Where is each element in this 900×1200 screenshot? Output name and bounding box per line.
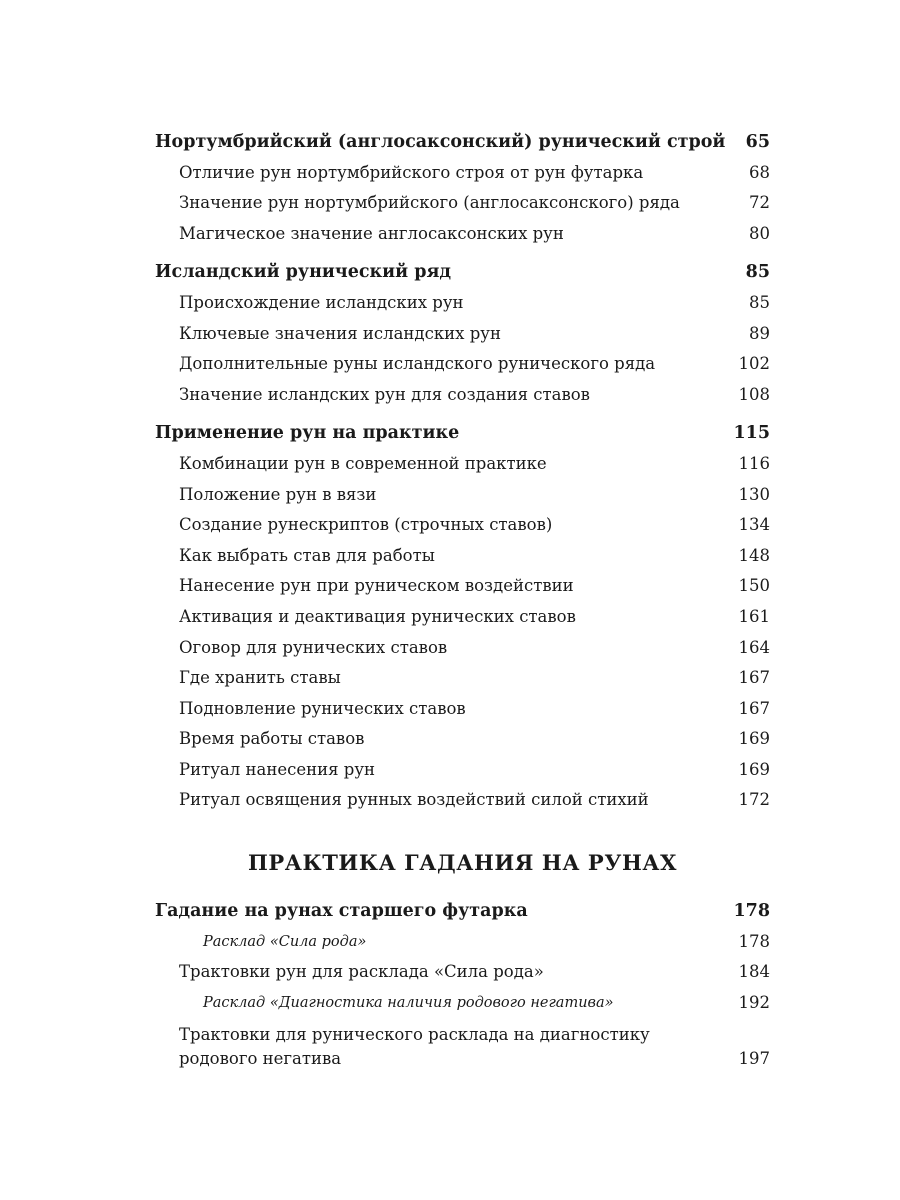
toc-entry-sub[interactable] xyxy=(155,449,770,480)
toc-entry-page-number: 161 xyxy=(738,606,770,626)
toc-entry-sub[interactable] xyxy=(155,602,770,633)
toc-entry-sub[interactable] xyxy=(155,480,770,511)
toc-entry-title: Расклад «Диагностика наличия родового негатива» xyxy=(203,994,614,1011)
toc-entry-title: Расклад «Сила рода» xyxy=(203,933,367,950)
toc-entry-sub[interactable] xyxy=(155,188,770,219)
toc-entry-page-number: 169 xyxy=(738,759,770,779)
toc-entry-page-number: 102 xyxy=(738,354,770,374)
toc-entry-page-number: 130 xyxy=(738,484,770,504)
toc-entry-page-number: 108 xyxy=(738,384,770,404)
toc-entry-title: Ключевые значения исландских рун xyxy=(179,323,501,343)
toc-entry-sub[interactable] xyxy=(155,158,770,189)
toc-entry-title: Время работы ставов xyxy=(179,729,365,749)
toc-entry-sub[interactable] xyxy=(155,755,770,786)
toc-entry-title: Создание рунескриптов (строчных ставов) xyxy=(179,515,553,535)
toc-entry-sub[interactable] xyxy=(155,380,770,411)
toc-entry-title: Нортумбрийский (англосаксонский) рунический строй xyxy=(155,132,726,152)
table-of-contents xyxy=(155,127,770,1071)
toc-entry-title: Где хранить ставы xyxy=(179,668,341,688)
toc-entry-page-number: 85 xyxy=(749,292,770,312)
toc-entry-page-number: 150 xyxy=(738,576,770,596)
toc-entry-page-number: 164 xyxy=(738,637,770,657)
toc-entry-title: Дополнительные руны исландского рунического ряда xyxy=(179,354,656,374)
toc-entry-title: Ритуал нанесения рун xyxy=(179,759,376,779)
toc-entry-title: Комбинации рун в современной практике xyxy=(179,453,547,473)
toc-entry-sub[interactable] xyxy=(155,663,770,694)
toc-entry-page-number: 178 xyxy=(738,931,770,951)
toc-entry-page-number: 178 xyxy=(733,901,770,922)
toc-part-2 xyxy=(155,896,770,1018)
toc-entry-title: Значение исландских рун для создания ставов xyxy=(179,384,590,404)
toc-entry-page-number: 116 xyxy=(738,453,770,473)
toc-entry-page-number: 148 xyxy=(738,545,770,565)
toc-entry-sub[interactable] xyxy=(155,724,770,755)
toc-entry-sub[interactable] xyxy=(155,541,770,572)
toc-entry-title-line2: родового негатива xyxy=(179,1049,342,1069)
toc-entry-sub[interactable] xyxy=(155,957,770,988)
toc-entry-title: Положение рун в вязи xyxy=(179,484,377,504)
toc-entry-page-number: 197 xyxy=(738,1049,770,1069)
toc-entry-title: Происхождение исландских рун xyxy=(179,292,464,312)
toc-entry-title: Трактовки рун для расклада «Сила рода» xyxy=(179,962,544,982)
toc-entry-section[interactable] xyxy=(155,257,770,288)
toc-entry-sub[interactable] xyxy=(155,288,770,319)
toc-entry-page-number: 85 xyxy=(745,262,770,283)
part-heading: ПРАКТИКА ГАДАНИЯ НА РУНАХ xyxy=(247,850,678,876)
toc-entry-subsub[interactable] xyxy=(155,927,770,958)
toc-entry-title: Применение рун на практике xyxy=(155,423,460,444)
toc-entry-title: Оговор для рунических ставов xyxy=(179,637,448,657)
toc-entry-title xyxy=(155,1023,739,1071)
toc-entry-section[interactable] xyxy=(155,127,770,158)
toc-entry-page-number: 167 xyxy=(738,668,770,688)
toc-entry-page-number: 167 xyxy=(738,698,770,718)
toc-entry-page-number: 115 xyxy=(733,423,770,444)
toc-entry-title: Нанесение рун при руническом воздействии xyxy=(179,576,574,596)
toc-entry-page-number: 169 xyxy=(738,729,770,749)
toc-entry-page-number: 172 xyxy=(738,790,770,810)
toc-entry-sub[interactable] xyxy=(155,219,770,250)
toc-entry-title: Значение рун нортумбрийского (англосаксонского) ряда xyxy=(179,193,680,213)
toc-entry-page-number: 80 xyxy=(749,223,770,243)
toc-entry-title-line1: Трактовки для рунического расклада на диагностику xyxy=(179,1025,650,1045)
toc-part-1 xyxy=(155,127,770,816)
toc-entry-subsub[interactable] xyxy=(155,988,770,1019)
toc-entry-page-number: 192 xyxy=(738,992,770,1012)
toc-entry-sub[interactable] xyxy=(155,319,770,350)
toc-entry-title: Активация и деактивация рунических ставов xyxy=(179,606,576,626)
toc-entry-title: Подновление рунических ставов xyxy=(179,698,466,718)
toc-entry-page-number: 184 xyxy=(738,962,770,982)
toc-entry-title: Исландский рунический ряд xyxy=(155,262,452,283)
toc-entry-title: Ритуал освящения рунных воздействий силой стихий xyxy=(179,790,649,810)
toc-entry-sub[interactable] xyxy=(155,633,770,664)
toc-entry-sub[interactable] xyxy=(155,571,770,602)
toc-entry-page-number: 72 xyxy=(749,193,770,213)
toc-entry-title: Гадание на рунах старшего футарка xyxy=(155,901,528,922)
toc-entry-sub[interactable] xyxy=(155,349,770,380)
toc-entry-title: Как выбрать став для работы xyxy=(179,545,435,565)
toc-entry-title: Отличие рун нортумбрийского строя от рун футарка xyxy=(179,162,644,182)
toc-entry-sub[interactable] xyxy=(155,510,770,541)
toc-entry-page-number: 68 xyxy=(749,162,770,182)
toc-entry-title: Магическое значение англосаксонских рун xyxy=(179,223,564,243)
toc-entry-page-number: 89 xyxy=(749,323,770,343)
toc-entry-sub[interactable] xyxy=(155,694,770,725)
toc-entry-page-number: 134 xyxy=(738,515,770,535)
toc-entry-multiline[interactable] xyxy=(155,1023,770,1071)
toc-entry-sub[interactable] xyxy=(155,785,770,816)
toc-entry-section[interactable] xyxy=(155,418,770,449)
toc-entry-page-number: 65 xyxy=(745,132,770,152)
toc-entry-section[interactable] xyxy=(155,896,770,927)
